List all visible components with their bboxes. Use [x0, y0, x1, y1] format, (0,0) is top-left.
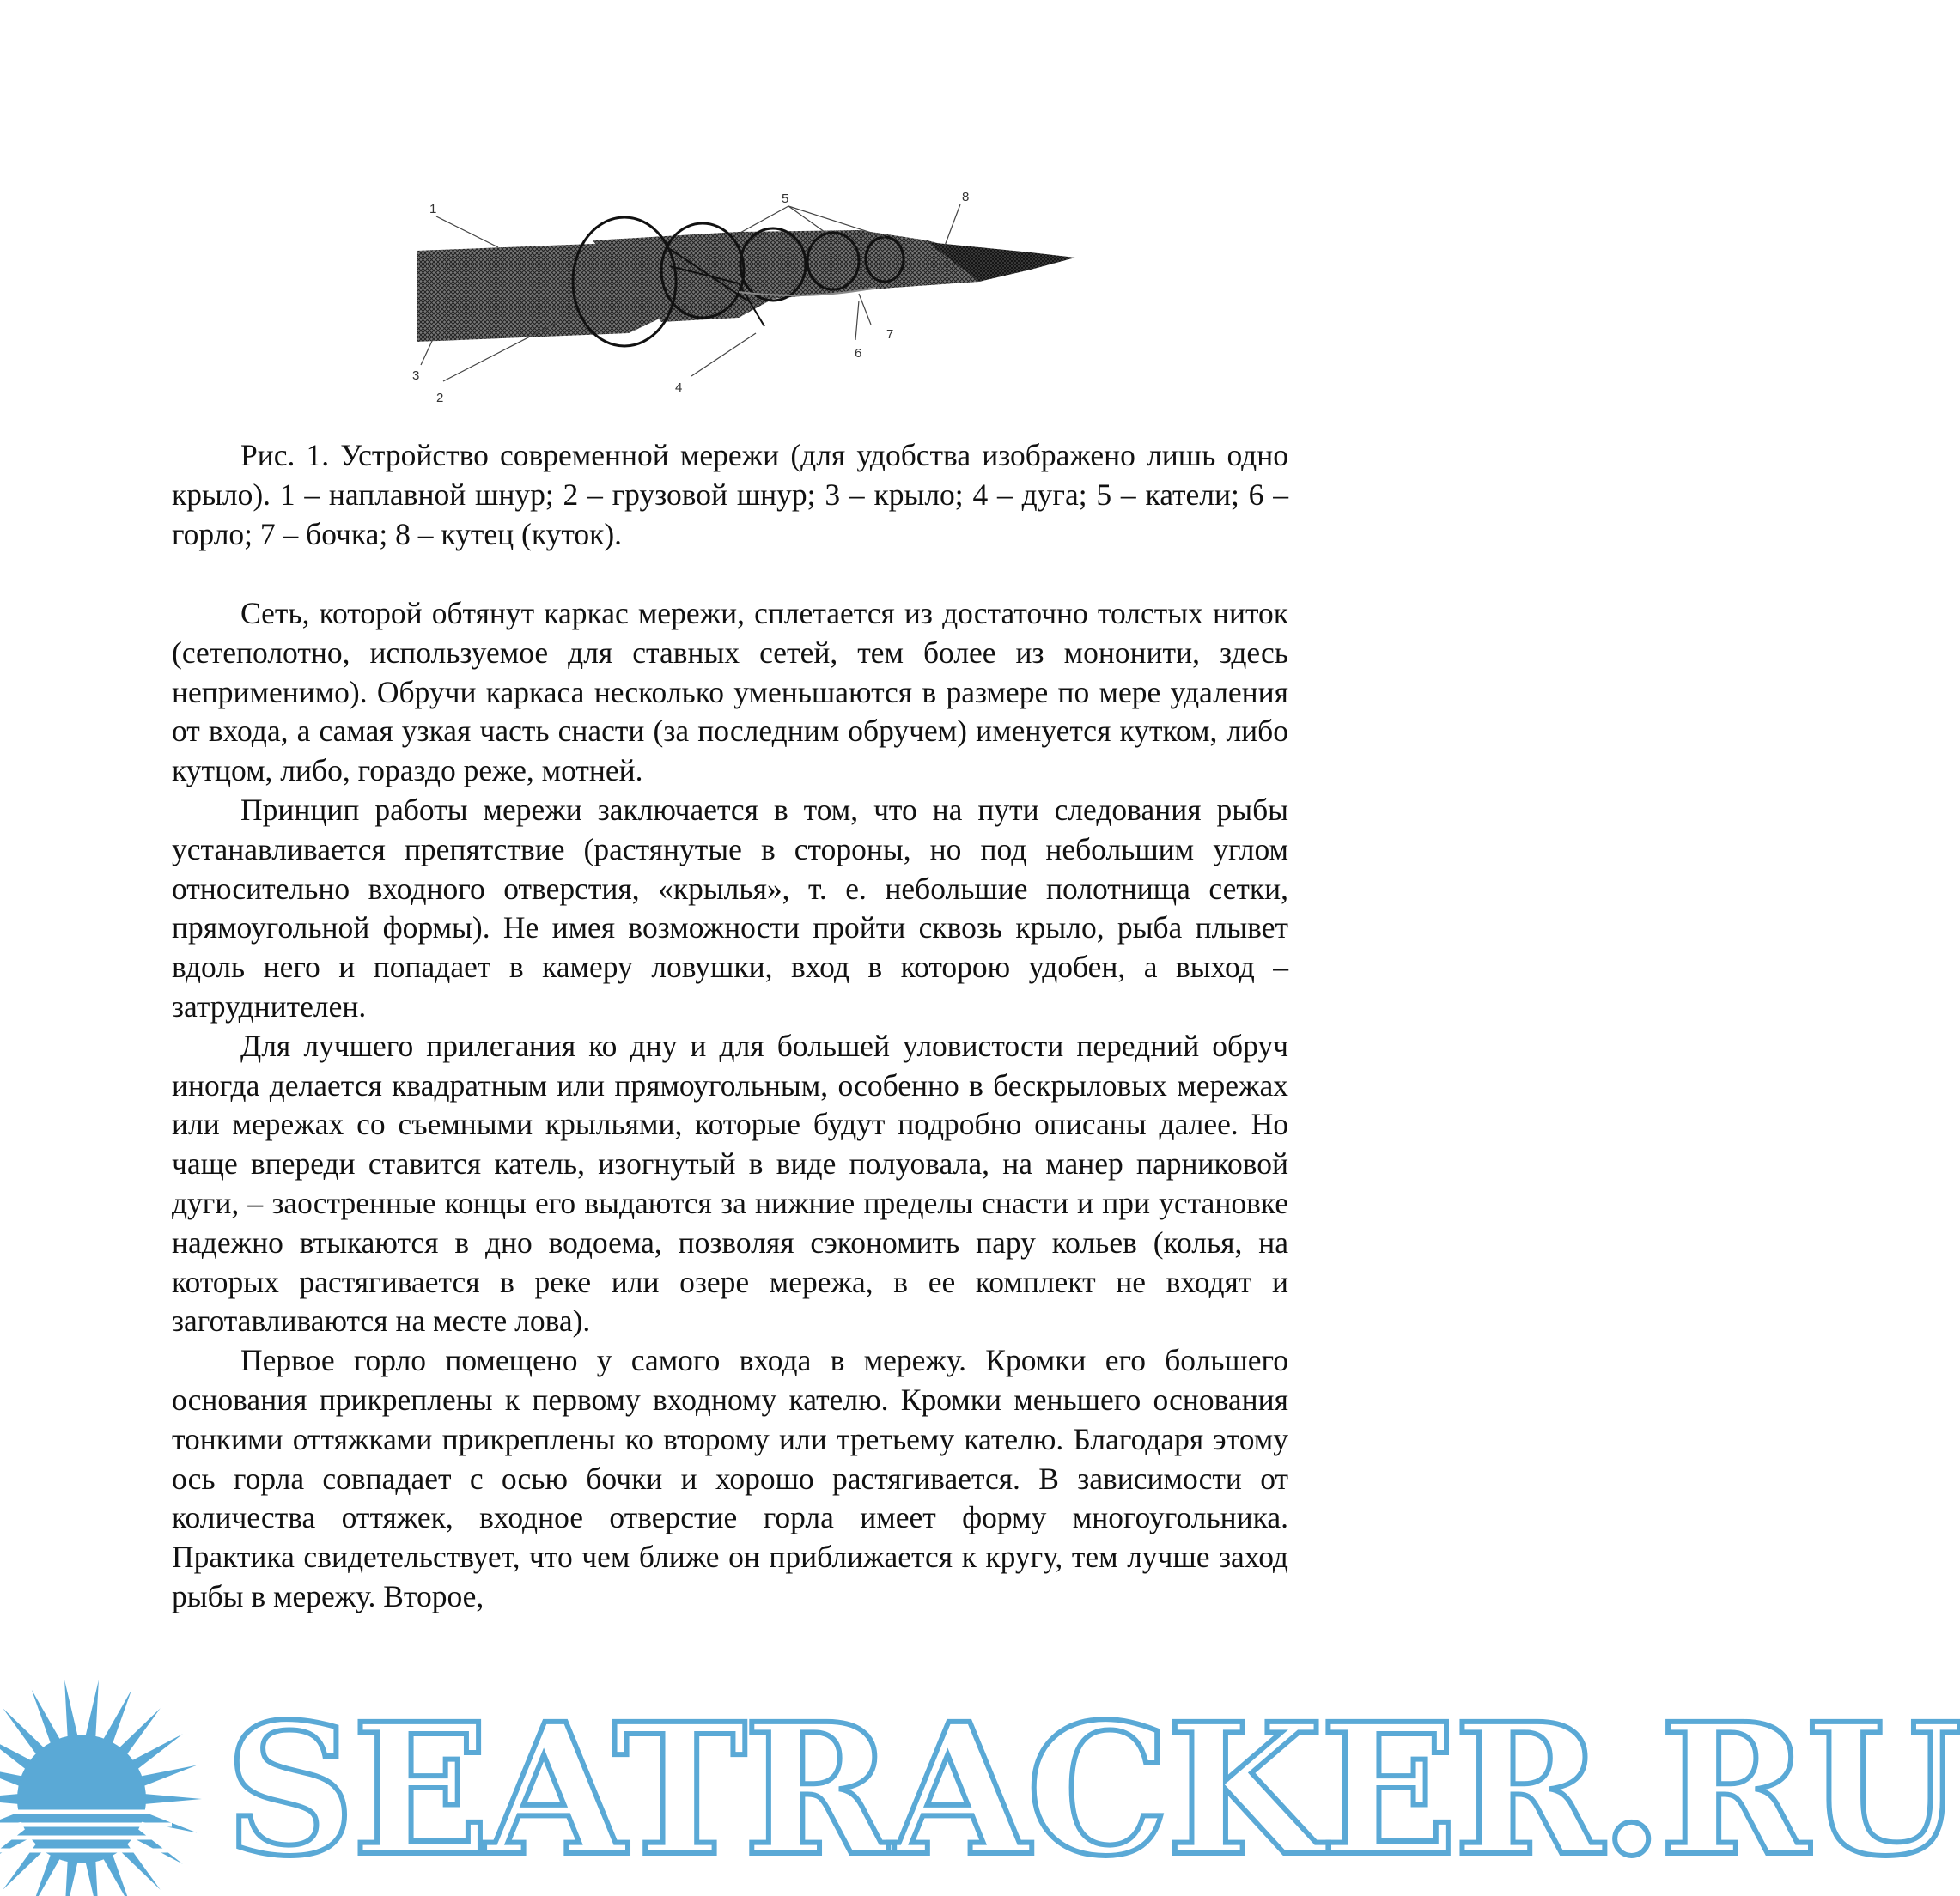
callout-6: 6: [855, 346, 862, 361]
callout-7: 7: [886, 327, 894, 342]
body-text: [172, 594, 1288, 1617]
sun-ray: [32, 1690, 62, 1747]
callout-5: 5: [782, 191, 789, 206]
sun-ray: [137, 1765, 197, 1788]
callout-4: 4: [675, 380, 683, 395]
paragraph: Принцип работы мережи заключается в том, что на пути следования рыбы устанавливается препятствие (растянутые в стороны, но под небольшим углом относительно входного отверстия, «крылья», т. е. небольшие полотнища сетки, прямоугольной формы). Не имея возможности пройти сквозь крыло, рыба плывет вдоль него и попадает в камеру ловушки, вход в которою удобен, а выход – затруднителен.: [172, 792, 1288, 1024]
watermark-text: SEATRACKER.RU: [225, 1684, 1960, 1896]
callout-8: 8: [962, 190, 970, 204]
sun-ray: [101, 1690, 131, 1747]
sun-ray: [85, 1857, 99, 1896]
sun-ray: [64, 1857, 78, 1896]
sun-ray: [85, 1680, 99, 1741]
paragraph: Первое горло помещено у самого входа в мережу. Кромки его большего основания прикреплены к первому входному кателю. Кромки меньшего основания тонкими оттяжками прикреплены ко второму или третьему кателю. Благодаря этому ось горла совпадает с осью бочки и хорошо растягивается. В зависимости от количества оттяжек, входное отверстие горла имеет форму многоугольника. Практика свидетельствует, что чем ближе он приближается к кругу, тем лучше заход рыбы в мережу. Второе,: [172, 1343, 1288, 1613]
fyke-net-illustration: [378, 180, 1082, 412]
sun-ray: [64, 1680, 78, 1741]
figure-caption: Рис. 1. Устройство современной мережи (для удобства изображено лишь одно крыло). 1 – наплавной шнур; 2 – грузовой шнур; 3 – крыло; 4 – дуга; 5 – катели; 6 – горло; 7 – бочка; 8 – кутец (куток).: [172, 438, 1288, 551]
figure-fyke-net: [378, 180, 1082, 412]
callout-2: 2: [436, 391, 444, 405]
paragraph: Для лучшего прилегания ко дну и для большей уловистости передний обруч иногда делается квадратным или прямоугольным, особенно в бескрыловых мережах или мережах со съемными крыльями, которые будут подробно описаны далее. Но чаще впереди ставится катель, изогнутый в виде полуовала, на манер парниковой дуги, – заостренные концы его выдаются за нижние пределы снасти и при установке надежно втыкаются в дно водоема, позволяя сэкономить пару кольев (колья, на которых растягивается в реке или озере мережа, в ее комплект не входят и заготавливаются на месте лова).: [172, 1028, 1288, 1339]
callout-1: 1: [429, 202, 437, 216]
sun-ray: [142, 1794, 202, 1805]
paragraph: Сеть, которой обтянут каркас мережи, сплетается из достаточно толстых ниток (сетеполотно, используемое для ставных сетей, тем более из мононити, здесь неприменимо). Обручи каркаса несколько уменьшаются в размере по мере удаления от входа, а самая узкая часть снасти (за последним обручем) именуется кутком, либо кутцом, либо, гораздо реже, мотней.: [172, 596, 1288, 788]
net-body: [593, 230, 979, 322]
callout-3: 3: [412, 368, 420, 383]
